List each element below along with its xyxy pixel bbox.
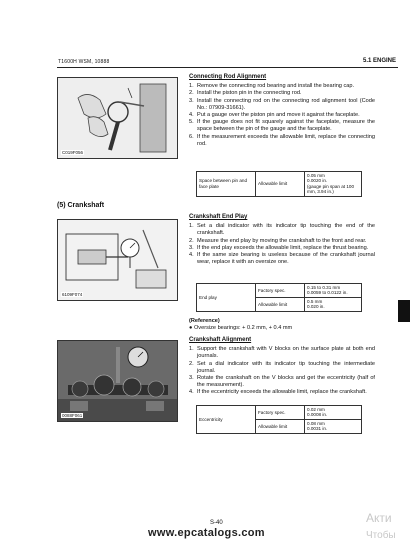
figure-connecting-rod (57, 77, 178, 159)
watermark-text: Чтобы (366, 530, 396, 541)
connecting-rod-section (189, 74, 375, 148)
connecting-rod-illustration (58, 78, 177, 158)
list-item: 1. Support the crankshaft with V blocks on the surface plate at both end journals. (189, 346, 375, 360)
list-item: 2. Install the piston pin in the connecting rod. (189, 90, 302, 97)
spec-table-eccentricity (196, 405, 362, 434)
table-label: Space between pin and face plate (197, 172, 256, 197)
page-number: S-40 (210, 520, 223, 526)
figure-code: 6109F074 (62, 292, 83, 297)
steps-list (189, 83, 375, 148)
table-limit-label: Allowable limit (256, 172, 305, 197)
section-title: Crankshaft Alignment (189, 337, 252, 343)
list-item: 4. If the eccentricity exceeds the allowable limit, replace the crankshaft. (189, 389, 367, 396)
spec-table-end-play (196, 283, 362, 312)
figure-end-play (57, 219, 178, 301)
reference-title: (Reference) (189, 318, 220, 324)
list-item: 4. If the same size bearing is useless because of the crankshaft journal wear, replace it with an oversize one. (189, 252, 375, 266)
list-item: 2. Set a dial indicator with its indicator tip touching the intermediate journal. (189, 360, 375, 374)
figure-alignment-photo (57, 340, 178, 422)
figure-code: C019F056 (62, 150, 84, 155)
table-factory-value: 0.02 mm 0.0008 in. (305, 406, 362, 420)
list-item: 1. Remove the connecting rod bearing and install the bearing cap. (189, 83, 355, 90)
list-item: 2. Measure the end play by moving the crankshaft to the front and rear. (189, 237, 367, 244)
section-tab-marker (398, 300, 410, 322)
reference-item: ● Oversize bearings: + 0.2 mm, + 0.4 mm (189, 325, 293, 332)
table-value: 0.05 mm 0.0020 in. (gauge pin span at 100 mm, 3.94 in.) (305, 172, 362, 197)
figure-code: 0088F061 (62, 413, 83, 418)
steps-list (189, 346, 375, 396)
table-label: Eccentricity (197, 406, 256, 434)
list-item: 3. Install the connecting rod on the connecting rod alignment tool (Code No.: 07909-31661). (189, 97, 375, 111)
table-limit-value: 0.5 mm 0.020 in. (305, 297, 362, 311)
table-factory-label: Factory spec. (256, 284, 305, 298)
reference-block (189, 318, 375, 332)
table-label: End play (197, 284, 256, 312)
spec-table-connecting-rod (196, 171, 362, 197)
end-play-section (189, 214, 375, 266)
header-rule (57, 67, 398, 68)
list-item: 3. Rotate the crankshaft on the V blocks and get the eccentricity (half of the measurement). (189, 375, 375, 389)
table-factory-label: Factory spec. (256, 406, 305, 420)
header-model: T1600H WSM, 10888 (58, 59, 110, 65)
table-factory-value: 0.15 to 0.31 mm 0.0059 to 0.0122 in. (305, 284, 362, 298)
crankshaft-photo (58, 341, 177, 421)
watermark-text: Акти (366, 511, 392, 525)
list-item: 6. If the measurement exceeds the allowable limit, replace the connecting rod. (189, 133, 375, 147)
list-item: 3. If the end play exceeds the allowable limit, replace the thrust bearing. (189, 244, 369, 251)
bullet-icon: ● (189, 325, 193, 332)
table-limit-label: Allowable limit (256, 297, 305, 311)
footer-url: www.epcatalogs.com (148, 527, 265, 539)
steps-list (189, 223, 375, 266)
header-section: 5.1 ENGINE (362, 58, 396, 64)
end-play-illustration (58, 220, 177, 300)
table-limit-label: Allowable limit (256, 419, 305, 433)
table-limit-value: 0.08 mm 0.0031 in. (305, 419, 362, 433)
alignment-section (189, 337, 375, 397)
list-item: 4. Put a gauge over the piston pin and move it against the faceplate. (189, 112, 360, 119)
list-item: 5. If the gauge does not fit squarely against the faceplate, measure the space between the pin of the gauge and the faceplate. (189, 119, 375, 133)
section-title: Connecting Rod Alignment (189, 74, 267, 80)
crankshaft-heading: (5) Crankshaft (57, 202, 105, 209)
list-item: 1. Set a dial indicator with its indicator tip touching the end of the crankshaft. (189, 223, 375, 237)
section-title: Crankshaft End Play (189, 214, 248, 220)
